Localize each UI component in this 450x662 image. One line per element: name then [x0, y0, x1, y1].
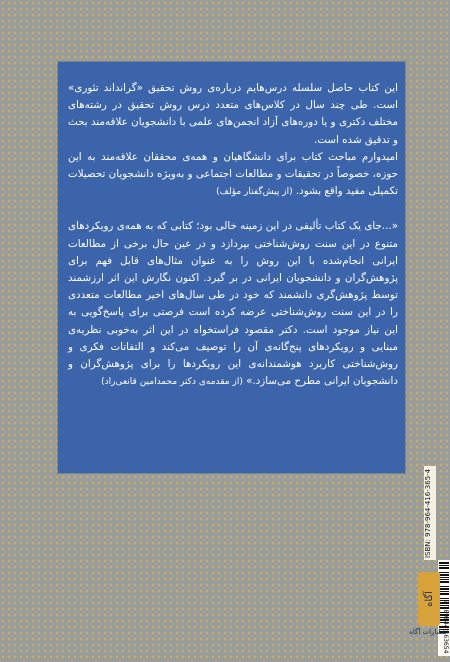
blurb-paragraph-3: [68, 218, 398, 391]
introduction-signature: (از مقدمه‌ی دکتر محمدامین قانعی‌راد): [101, 377, 243, 388]
isbn-label: ISBN: 978-964-416-365-4: [424, 466, 436, 560]
blurb-paragraph-2: [68, 149, 398, 202]
paragraph-1-text: این کتاب حاصل سلسله درس‌هایم درباره‌ی روش تحقیق «گرانداند تئوری» است. طی چند سال در کلاس‌های متعدد درس روش تحقیق در رشته‌های مختلف دکتری و یا دوره‌های آزاد انجمن‌های علمی با دانشجویان علاقه‌مند بحث و تدقیق شده است.: [68, 82, 398, 146]
blurb-paragraph-1: [68, 80, 398, 149]
blurb-text: [68, 80, 398, 391]
author-preface-signature: (از پیش‌گفتار مؤلف): [216, 187, 293, 198]
publisher-name: انتشارات آگاه: [409, 628, 449, 636]
barcode-digits: 9 789644 163654: [442, 600, 449, 654]
publisher-logo-icon: [418, 572, 440, 626]
paragraph-2-text: امیدوارم مباحث کتاب برای دانشگاهیان و همه‌ی محققان علاقه‌مند به این حوزه، خصوصاً در تحقیقات و مطالعات اجتماعی و به‌ویژه دانشجویان تحصیلات تکمیلی مفید واقع بشود.: [68, 150, 398, 198]
svg-text:آگاه: آگاه: [424, 591, 435, 607]
publisher-logo: [418, 572, 440, 626]
paragraph-3-text: «...جای یک کتاب تألیفی در این زمینه خالی بود؛ کتابی که به همه‌ی رویکردهای متنوع در این سنت روش‌شناختی بپردازد و در عین حال برخی از مطالعات ایرانی انجام‌شده با این روش را به عنوان مثال‌های قابل فهم برای پژوهش‌گران و دانشجویان ایرانی در بر گیرد. اکنون نگارش این اثر ارزشمند توسط پژوهش‌گری دانشمند که خود در طی سال‌های اخیر مطالعات متعددی را در این سنت روش‌شناختی عرضه کرده است فرصتی برای پاسخ‌گویی به این نیاز موجود است. دکتر مقصود فراستخواه در این اثر به‌خوبی نظریه‌ی مبنایی و رویکردهای پنج‌گانه‌ی آن را توصیف می‌کند و التفاتات فکری و روش‌شناختی کاربرد هوشمندانه‌ی این رویکردها را برای پژوهش‌گران و دانشجویان ایرانی مطرح می‌سازد.»: [68, 220, 398, 388]
